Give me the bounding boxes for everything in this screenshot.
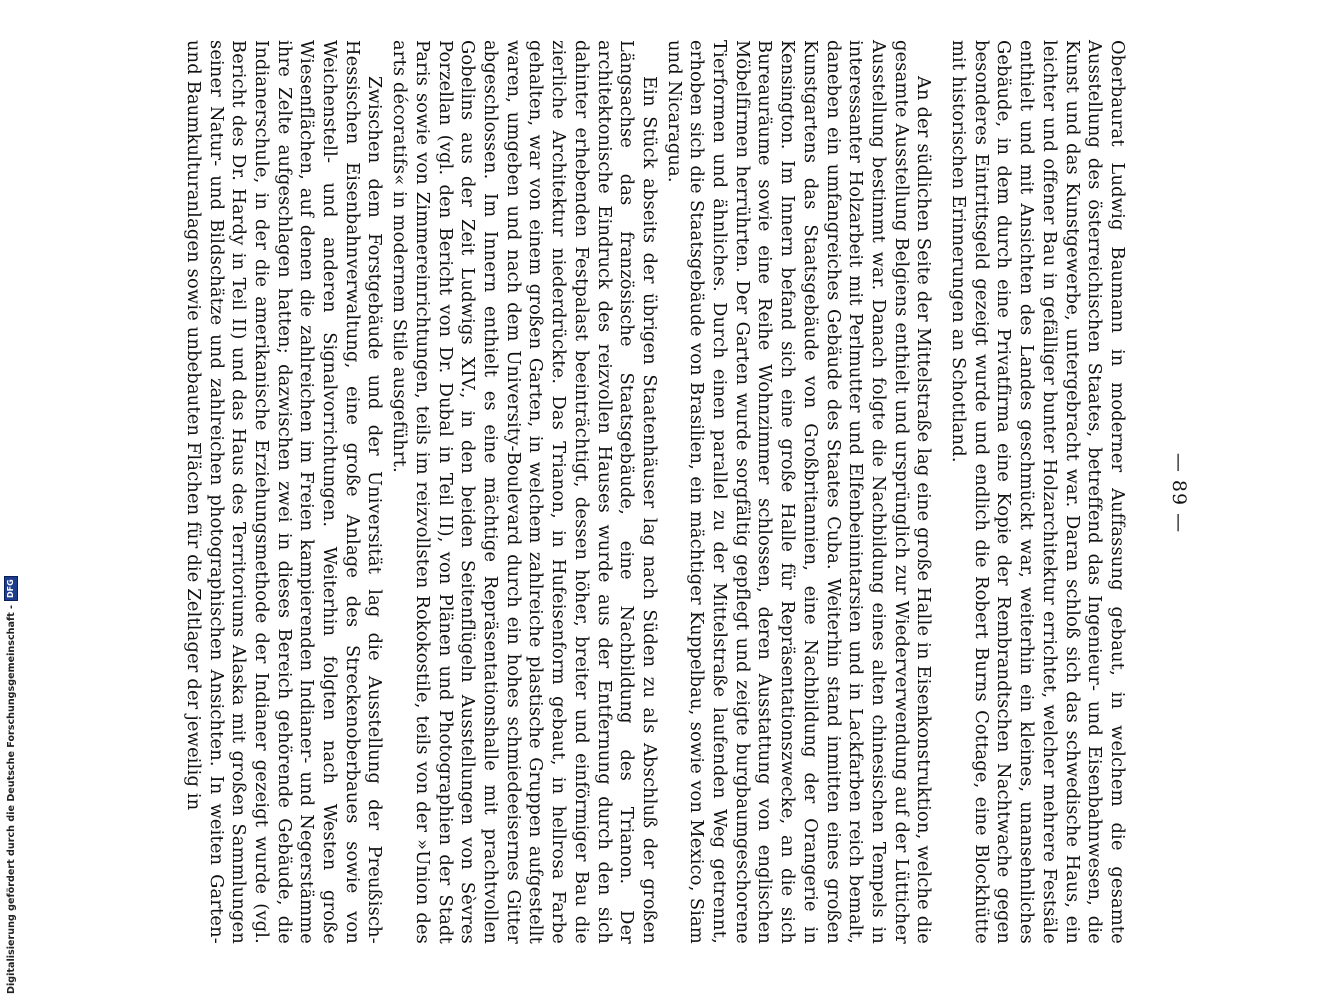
paragraph: Oberbaurat Ludwig Baumann in moderner Auffassung gebaut, in welchem die gesamte Ausstellung des österreichischen Staates, betreffend das Ingenieur- und Eisenbahnwesen, die Kunst und das Kunstgewerbe, untergebracht war. Daran schloß sich das schwedische Haus, ein leichter und offener Bau in gefälliger bunter Holzarchitektur errichtet, welcher mehrere Festsäle enthielt und mit Ansichten des Landes geschmückt war, weiterhin ein kleines, unansehnliches Gebäude, in dem durch eine Privatfirma eine Kopie der Rembrandtschen Nachtwache gegen besonderes Eintrittsgeld gezeigt wurde und endlich die Robert Burns Cottage, eine Blockhütte mit historischen Erinnerungen an Schottland. xyxy=(948,40,1128,944)
footer-credit: Digitalisierung gefördert durch die Deutsche Forschungsgemeinschaft - xyxy=(5,604,17,994)
rotated-scan-page xyxy=(108,18,1218,968)
page-number: — 89 — xyxy=(1168,452,1190,534)
paragraph: An der südlichen Seite der Mittelstraße lag eine große Halle in Eisenkonstruktion, welche die gesamte Ausstellung Belgiens enthielt und ursprünglich zur Wiederverwendung auf der Lütticher Ausstellung bestimmt war. Danach folgte die Nachbildung eines alten chinesischen Tempels in interessanter Holzarbeit mit Perlmutter und Elfenbeinintarsien und in Lackfarben reich bemalt, daneben ein umfangreiches Gebäude des Staates Cuba. Weiterhin stand inmitten eines großen Kunstgartens das Staatsgebäude von Großbritannien, eine Nachbildung der Orangerie in Kensington. Im Innern befand sich eine große Halle für Repräsentationszwecke, an die sich Bureauräume sowie eine Reihe Wohnzimmer schlossen, deren Ausstattung von englischen Möbelfirmen herrührten. Der Garten wurde sorgfältig gepflegt und zeigte burgbaumgeschorene Tierformen und ähnliches. Durch einen parallel zu der Mittelstraße laufenden Weg getrennt, erhoben sich die Staatsgebäude von Brasilien, ein mächtiger Kuppelbau, sowie von Mexico, Siam und Nicaragua. xyxy=(663,40,935,944)
dfg-logo-icon: DFG xyxy=(4,576,18,601)
page-content xyxy=(108,18,1218,968)
paragraph: Ein Stück abseits der übrigen Staatenhäuser lag nach Süden zu als Abschluß der großen Längsachse das französische Staatsgebäude, eine Nachbildung des Trianon. Der architektonische Eindruck des reizvollen Hauses wurde aus der Entfernung durch den sich dahinter erhebenden Festpalast beeinträchtigt, dessen höher, breiter und einförmiger Bau die zierliche Architektur niederdrückte. Das Trianon, in Hufeisenform gebaut, in hellrosa Farbe gehalten, war von einem großen Garten, in welchem zahlreiche plastische Gruppen aufgestellt waren, umgeben und nach dem University-Boulevard durch ein hohes schmiedeeisernes Gitter abgeschlossen. Im Innern enthielt es eine mächtige Repräsentationshalle mit prachtvollen Gobelins aus der Zeit Ludwigs XIV., in den beiden Seitenflügeln Ausstellungen von Sèvres Porzellan (vgl. den Bericht von Dr. Dubal in Teil II), von Plänen und Photographien der Stadt Paris sowie von Zimmereinrichtungen, teils im reizvollsten Rokokostile, teils von der »Union des arts décoratifs« in modernem Stile ausgeführt. xyxy=(389,40,660,944)
digitization-footer xyxy=(2,579,20,994)
paragraph: Zwischen dem Forstgebäude und der Universität lag die Ausstellung der Preußisch-Hessischen Eisenbahnverwaltung, eine große Anlage des Streckenoberbaues sowie von Weichenstell- und anderen Signalvorrichtungen. Weiterhin folgten nach Westen große Wiesenflächen, auf denen die zahlreichen im Freien kampierenden Indianer- und Negerstämme ihre Zelte aufgeschlagen hatten; dazwischen zwei in dieses Bereich gehörende Gebäude, die Indianerschule, in der die amerikanische Erziehungsmethode der Indianer gezeigt wurde (vgl. Bericht des Dr. Hardy in Teil II) und das Haus des Territoriums Alaska mit großen Sammlungen seiner Natur- und Bildschätze und zahlreichen photographischen Ansichten. In weiten Garten- und Baumkulturanlagen sowie unbebauten Flächen für die Zeltlager der jeweilig in xyxy=(182,40,386,944)
body-text xyxy=(179,40,1128,944)
